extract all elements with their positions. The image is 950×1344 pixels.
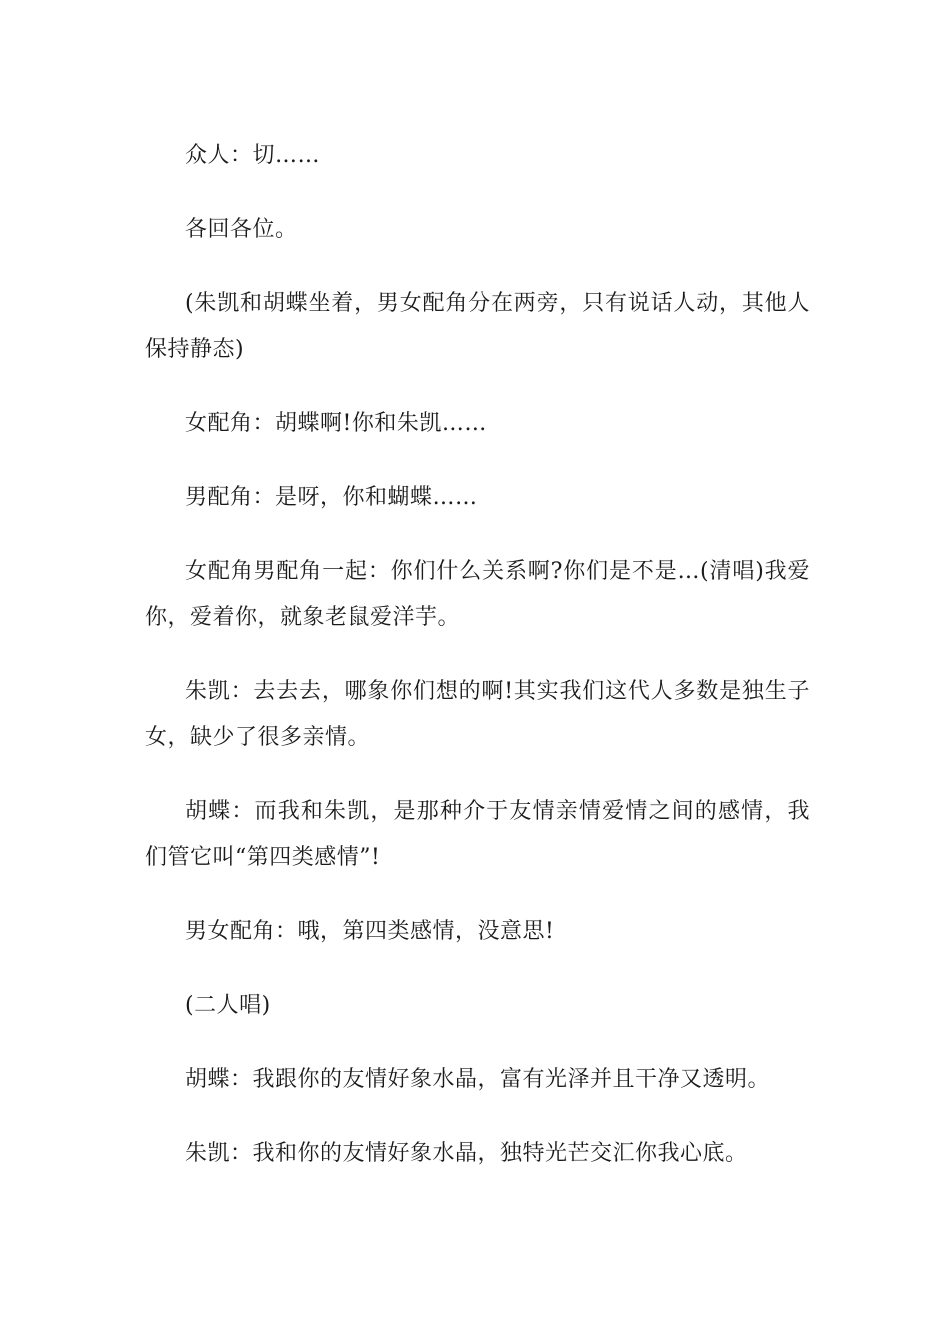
paragraph-10: (二人唱)	[185, 993, 271, 1018]
paragraph-12: 朱凯：我和你的友情好象水晶，独特光芒交汇你我心底。	[185, 1141, 748, 1166]
paragraph-2: 各回各位。	[185, 217, 298, 242]
paragraph-6: 女配角男配角一起：你们什么关系啊?你们是不是…(清唱)我爱你，爱着你，就象老鼠爱洋芋。	[145, 559, 810, 630]
paragraph-1: 众人：切……	[185, 143, 321, 168]
document-body	[145, 133, 810, 1205]
paragraph-4: 女配角：胡蝶啊!你和朱凯……	[185, 411, 487, 436]
paragraph-3: (朱凯和胡蝶坐着，男女配角分在两旁，只有说话人动，其他人保持静态)	[145, 291, 810, 362]
paragraph-9: 男女配角：哦，第四类感情，没意思!	[185, 919, 555, 944]
paragraph-5: 男配角：是呀，你和蝴蝶……	[185, 485, 478, 510]
paragraph-8: 胡蝶：而我和朱凯，是那种介于友情亲情爱情之间的感情，我们管它叫“第四类感情”!	[145, 799, 810, 870]
paragraph-11: 胡蝶：我跟你的友情好象水晶，富有光泽并且干净又透明。	[185, 1067, 771, 1092]
paragraph-7: 朱凯：去去去，哪象你们想的啊!其实我们这代人多数是独生子女，缺少了很多亲情。	[145, 679, 810, 750]
